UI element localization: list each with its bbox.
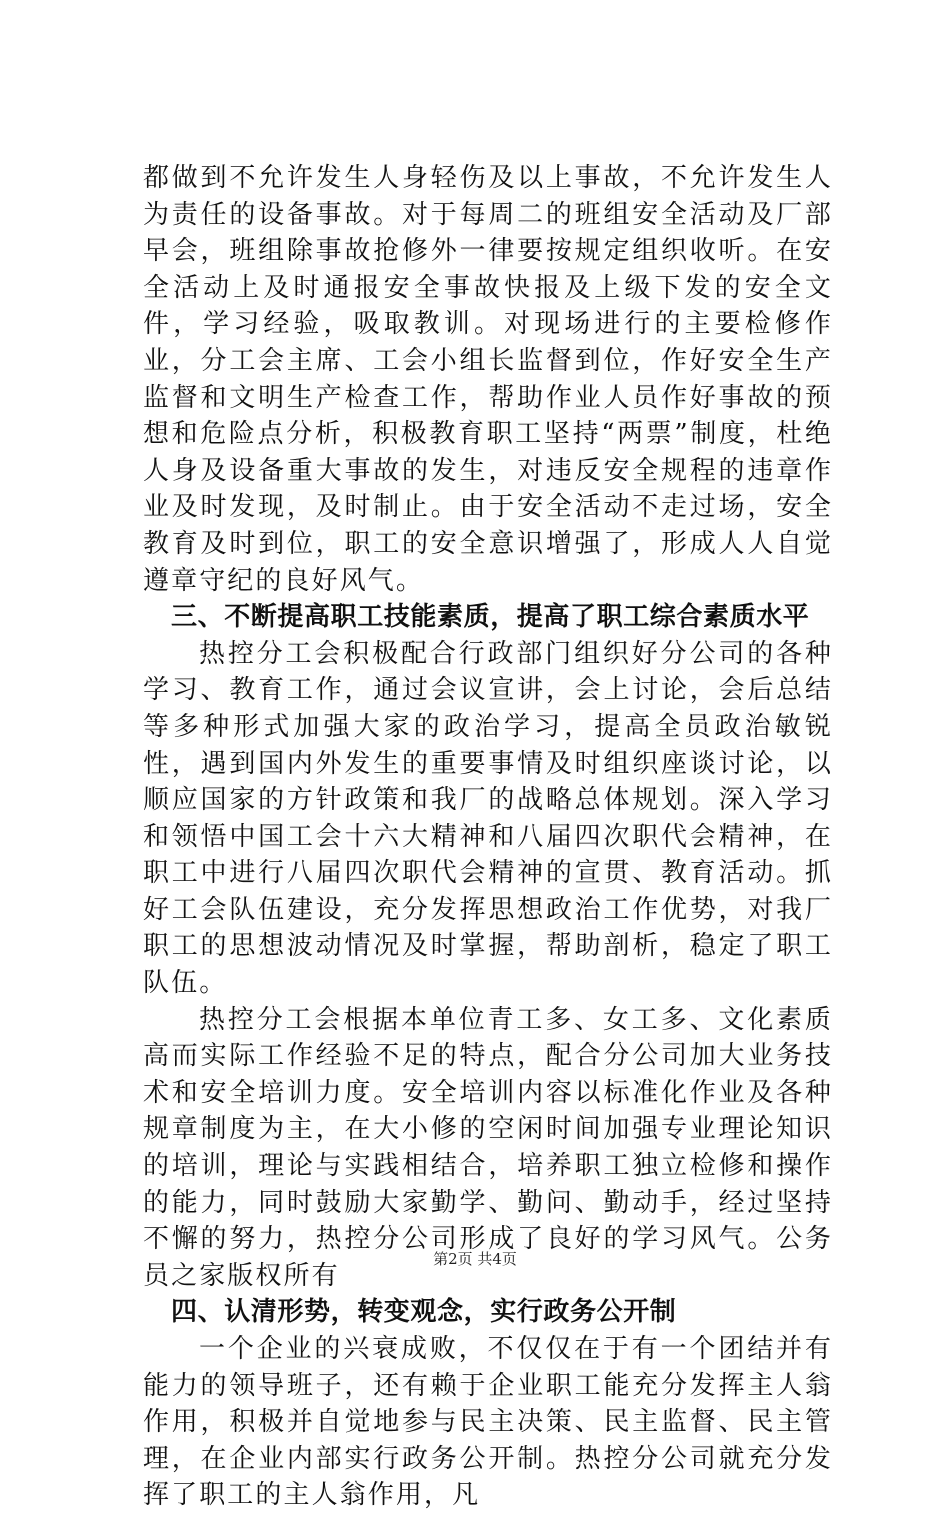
document-body: [143, 160, 833, 1514]
section-heading-three: 三、不断提高职工技能素质，提高了职工综合素质水平: [171, 602, 810, 633]
paragraph-political-study: 热控分工会积极配合行政部门组织好分公司的各种学习、教育工作，通过会议宣讲，会上讨论，会后总结等多种形式加强大家的政治学习，提高全员政治敏锐性，遇到国内外发生的重要事情及时组织座谈讨论，以顺应国家的方针政策和我厂的战略总体规划。深入学习和领悟中国工会十六大精神和八届四次职代会精神，在职工中进行八届四次职代会精神的宣贯、教育活动。抓好工会队伍建设，充分发挥思想政治工作优势，对我厂职工的思想波动情况及时掌握，帮助剖析，稳定了职工队伍。: [143, 638, 833, 999]
paragraph-skills-training: 热控分工会根据本单位青工多、女工多、文化素质高而实际工作经验不足的特点，配合分公司加大业务技术和安全培训力度。安全培训内容以标准化作业及各种规章制度为主，在大小修的空闲时间加强专业理论知识的培训，理论与实践相结合，培养职工独立检修和操作的能力，同时鼓励大家勤学、勤问、勤动手，经过坚持不懈的努力，热控分公司形成了良好的学习风气。公务员之家版权所有: [143, 1004, 833, 1291]
section-heading-four: 四、认清形势，转变观念，实行政务公开制: [171, 1297, 677, 1328]
page-number-footer: 第2页 共4页: [433, 1250, 517, 1268]
paragraph-safety-continued: 都做到不允许发生人身轻伤及以上事故，不允许发生人为责任的设备事故。对于每周二的班组安全活动及厂部早会，班组除事故抢修外一律要按规定组织收听。在安全活动上及时通报安全事故快报及上级下发的安全文件，学习经验，吸取教训。对现场进行的主要检修作业，分工会主席、工会小组长监督到位，作好安全生产监督和文明生产检查工作，帮助作业人员作好事故的预想和危险点分析，积极教育职工坚持“两票”制度，杜绝人身及设备重大事故的发生，对违反安全规程的违章作业及时发现，及时制止。由于安全活动不走过场，安全教育及时到位，职工的安全意识增强了，形成人人自觉遵章守纪的良好风气。: [143, 163, 833, 596]
paragraph-open-affairs: 一个企业的兴衰成败，不仅仅在于有一个团结并有能力的领导班子，还有赖于企业职工能充分发挥主人翁作用，积极并自觉地参与民主决策、民主监督、民主管理，在企业内部实行政务公开制。热控分公司就充分发挥了职工的主人翁作用，凡: [143, 1334, 833, 1511]
